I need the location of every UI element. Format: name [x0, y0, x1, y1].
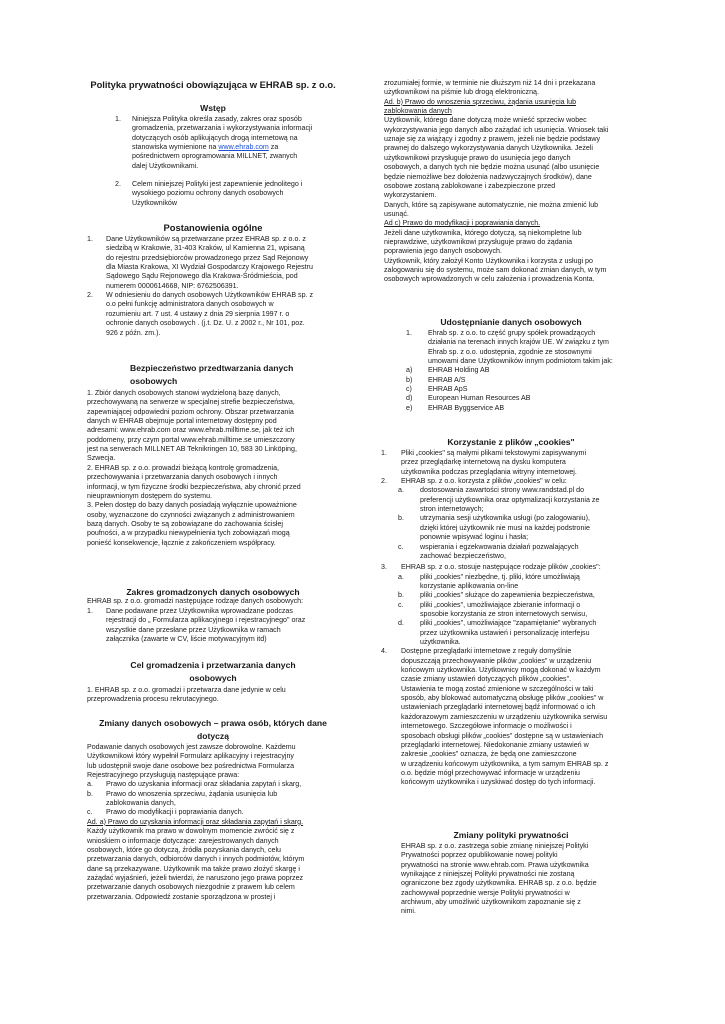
- paragraph-line: wykorzystywania jego danych albo zażądać ich usunięcia. Wniosek taki: [384, 125, 609, 134]
- list-item-text: pośrednictwem oprogramowania MILLNET, zwanych: [132, 152, 298, 161]
- paragraph-line: osobowych wprowadzonych w celu założenia i prowadzenia Konta.: [384, 275, 595, 284]
- sub-letter: a.: [398, 486, 404, 495]
- sub-item-text: pliki „cookies", umożliwiające "zapamiętanie" wybranych: [420, 619, 597, 628]
- paragraph-line: użytkownikowi na piśmie lub drogą elektroniczną.: [384, 88, 539, 97]
- list-item-text: W odniesieniu do danych osobowych Użytkowników EHRAB sp. z: [106, 291, 313, 300]
- list-item-text: wszystkie dane przesłane przez Użytkownika w ramach: [106, 625, 281, 634]
- list-item-text: Celem niniejszej Polityki jest zapewnienie jednolitego i: [132, 180, 303, 188]
- section-heading-zmiany: dotyczą: [197, 731, 229, 741]
- company-name: EHRAB Holding AB: [428, 366, 490, 375]
- paragraph-line: zapewniającej odpowiedni poziom ochrony. Obszar przetwarzania: [87, 407, 294, 416]
- list-item-text: Niniejsza Polityka określa zasady, zakres oraz sposób: [132, 115, 302, 123]
- list-number: 1.: [115, 115, 121, 123]
- paragraph-line: wnioskiem o informacje dotyczące: zarejestrowanych danych: [87, 836, 279, 845]
- paragraph-line: EHRAB sp. z o.o. zastrzega sobie zmianę niniejszej Polityki: [401, 842, 589, 850]
- list-item-text: Ustawienia te mogą zostać zmienione w szczególności w taki: [401, 684, 594, 693]
- company-letter: c): [406, 385, 412, 394]
- paragraph-line: 3. Pełen dostęp do bazy danych posiadają wyłącznie upoważnione: [87, 501, 297, 510]
- list-number: 4.: [381, 647, 387, 656]
- list-item-text: przez przeglądarkę internetową na dysku komputera: [401, 458, 566, 467]
- paragraph-line: osobowe zostaną zablokowane i zabezpieczone przed: [384, 181, 556, 190]
- paragraph-line: usunąć.: [384, 209, 409, 218]
- paragraph-line: prawnej do dalszego wykorzystywania danych Użytkownika. Jeżeli: [384, 144, 593, 153]
- paragraph-line: bazą danych. Osoby te są zobowiązane do zachowania ścisłej: [87, 519, 283, 528]
- paragraph-line: 1. EHRAB sp. z o.o. gromadzi i przetwarza dane jedynie w celu: [87, 686, 286, 694]
- paragraph-line: archiwum, aby umożliwić użytkownikom zapoznanie się z: [401, 898, 581, 907]
- list-number: 1.: [406, 329, 412, 337]
- list-item-text: Pliki „cookies" są małymi plikami tekstowymi zapisywanymi: [401, 449, 587, 457]
- section-heading-zakres: Zakres gromadzonych danych osobowych: [126, 587, 300, 597]
- ad-a-title: Ad. a) Prawo do uzyskania informacji oraz składania zapytań i skarg.: [87, 817, 304, 826]
- paragraph-line: EHRAB sp. z o.o. gromadzi następujące rodzaje danych osobowych:: [87, 597, 304, 605]
- paragraph-line: wynikające z niniejszej Polityki prywatności nie zostaną: [401, 870, 575, 879]
- sub-item-text: sposobie korzystania ze stron internetowych serwisu,: [420, 609, 588, 618]
- paragraph-line: zalogowaniu się do systemu, może sam dokonać zmian danych, w tym: [384, 266, 607, 274]
- paragraph-line: nieuprawnionym dostępem do systemu.: [87, 491, 212, 500]
- paragraph-line: osoby, wyznaczone do czynności związanych z administrowaniem: [87, 510, 295, 519]
- sub-item-text: zachować bezpieczeństwo,: [420, 551, 506, 560]
- sub-item-text: pliki „cookies" służące do zapewnienia bezpieczeństwa,: [420, 591, 595, 600]
- list-item-text: Prawo do uzyskania informacji oraz składania zapytań i skarg,: [106, 780, 302, 789]
- list-item-text: dopuszczają przechowywanie plików „cookies" w urządzeniu: [401, 656, 592, 665]
- paragraph-line: przeprowadzenia procesu rekrutacyjnego.: [87, 695, 219, 704]
- paragraph-line: przetwarzanie danych osobowych niezgodnie z prawem lub celem: [87, 883, 295, 892]
- website-link[interactable]: www.ehrab.com: [218, 143, 269, 152]
- paragraph-line: ograniczone bez zgody użytkownika. EHRAB sp. z o.o. będzie: [401, 879, 597, 888]
- list-item-text: dalej Użytkownikami.: [132, 161, 199, 170]
- list-item-text: rejestracji do „ Formularza aplikacyjnego i rejestracyjnego" oraz: [106, 616, 306, 625]
- section-heading-bezpieczenstwo: osobowych: [130, 376, 178, 386]
- list-item-text: Dane podawane przez Użytkownika wprowadzane podczas: [106, 607, 293, 615]
- list-item-text: [132, 143, 278, 152]
- list-item-text: gromadzenia, przetwarzania i wykorzystywania informacji: [132, 124, 313, 133]
- paragraph-line: ponieść konsekwencje, łącznie z zakończeniem współpracy.: [87, 538, 276, 547]
- paragraph-line: użytkownikowi przysługuje prawo do usunięcia jego danych: [384, 153, 571, 162]
- sub-item-text: przez użytkownika ustawień i personalizację interfejsu: [420, 628, 590, 637]
- list-number: b.: [87, 789, 93, 798]
- paragraph-line: danych w EHRAB obejmuje portal internetowy dostępny pod: [87, 417, 277, 426]
- section-heading-postanowienia: Postanowienia ogólne: [163, 222, 263, 233]
- list-item-text: Dostępne przeglądarki internetowe z reguły domyślnie: [401, 647, 572, 656]
- list-item-text: rozumieniu art. 7 ust. 4 ustawy z dnia 29 sierpnia 1997 r. o: [106, 309, 290, 318]
- list-item-text: zakresie „cookies" oznacza, że będą one zamieszczone: [401, 750, 577, 759]
- sub-item-text: dostosowania zawartości strony www.randstad.pl do: [420, 486, 585, 495]
- paragraph-line: zażądać wyjaśnień, jeżeli twierdzi, że naruszono jego prawa poprzez: [87, 873, 304, 882]
- section-heading-zmiany-polityki: Zmiany polityki prywatności: [453, 830, 569, 840]
- paragraph-line: osobowych, które go dotyczą, źródła pozyskania danych, celu: [87, 845, 282, 854]
- list-item-text: numerem 0000614668, NIP: 6762506391.: [106, 281, 239, 290]
- sub-item-text: korzystanie aplikowania on-line: [420, 581, 519, 590]
- sub-item-text: preferencji użytkownika oraz optymalizacji korzystania ze: [420, 495, 600, 504]
- sub-item-text: pliki „cookies" niezbędne, tj. pliki, które umożliwiają: [420, 572, 580, 581]
- section-heading-udostepnianie: Udostępnianie danych osobowych: [440, 317, 582, 327]
- sub-item-text: utrzymania sesji użytkownika usługi (po zalogowaniu),: [420, 514, 590, 523]
- list-item-text: przeglądarki internetowej. Niedokonanie zmiany ustawień w: [401, 740, 589, 749]
- paragraph-line: będzie niemożliwe bez dołożenia nadzwyczajnych środków), dane: [384, 172, 592, 181]
- sub-item-text: użytkownika.: [420, 638, 461, 646]
- company-letter: b): [406, 375, 413, 384]
- list-item-text: końcowym użytkownika. Użytkownicy mogą dokonać w każdym: [401, 666, 601, 675]
- sub-item-text: pliki „cookies", umożliwiające zbieranie informacji o: [420, 600, 581, 609]
- paragraph-line: uznaje się za wiążący i zgodny z prawem, jeżeli nie będzie podstawy: [384, 135, 601, 144]
- paragraph-line: Użytkownik, którego dane dotyczą może wnieść sprzeciw wobec: [384, 116, 587, 125]
- paragraph-line: przetwarzania danych, odbiorców danych i innych podmiotów, którym: [87, 855, 305, 864]
- list-item-text: w urządzeniu końcowym użytkownika, a tym samym EHRAB sp. z: [401, 759, 609, 768]
- list-item-text: ustawieniach przeglądarki internetowej bądź informować o ich: [401, 703, 596, 712]
- document-title: Polityka prywatności obowiązująca w EHRAB sp. z o.o.: [90, 79, 336, 90]
- paragraph-line: Użytkownikowi który wypełnił Formularz aplikacyjny i rejestracyjny: [87, 752, 294, 761]
- list-item-text: Ehrab sp. z o.o. udostępnia, zgodnie ze stosownymi: [428, 347, 592, 356]
- sub-item-text: ponownie wpisywać loginu i hasła;: [420, 533, 529, 542]
- paragraph-line: prywatności na stronie www.ehrab.com. Prawa użytkownika: [401, 860, 589, 869]
- ad-b-title: zablokowania danych: [384, 107, 452, 116]
- paragraph-line: Podawanie danych osobowych jest zawsze dobrowolne. Każdemu: [87, 743, 296, 751]
- paragraph-line: Jeżeli dane użytkownika, którego dotyczą, są niekompletne lub: [384, 228, 582, 237]
- list-item-text: dla Miasta Krakowa, XI Wydział Gospodarczy Krajowego Rejestru: [106, 263, 313, 272]
- company-letter: a): [406, 366, 413, 375]
- paragraph-line: Rejestracyjnego przysługują następujące prawa:: [87, 771, 240, 780]
- paragraph-line: Użytkownik, który założył Konto Użytkownika i korzysta z usługi po: [384, 256, 593, 265]
- list-item-text: za: [268, 143, 279, 152]
- company-name: European Human Resources AB: [428, 394, 531, 403]
- list-item-text: każdorazowym zamieszczeniu w urządzeniu użytkownika serwisu: [401, 712, 608, 721]
- paragraph-line: Prywatności poprzez opublikowanie nowej polityki: [401, 851, 558, 860]
- list-number: 1.: [381, 449, 387, 457]
- paragraph-line: przechowywaną na serwerze w specjalnej strefie bezpieczeństwa,: [87, 398, 295, 407]
- list-item-text: EHRAB sp. z o.o. korzysta z plików „cookies" w celu:: [401, 477, 567, 486]
- paragraph-line: Każdy użytkownik ma prawo w dowolnym momencie zwrócić się z: [87, 827, 295, 836]
- ad-b-title: Ad. b) Prawo do wnoszenia sprzeciwu, żądania usunięcia lub: [384, 97, 577, 106]
- paragraph-line: lub udostępnił swoje dane osobowe bez pośrednictwa Formularza: [87, 761, 295, 770]
- paragraph-line: poprawienia jego danych osobowych.: [384, 247, 502, 256]
- paragraph-line: 2. EHRAB sp. z o.o. prowadzi bieżącą kontrolę gromadzenia,: [87, 463, 280, 472]
- company-letter: d): [406, 394, 413, 403]
- paragraph-line: dane są przekazywane. Użytkownik ma także prawo złożyć skargę i: [87, 864, 300, 873]
- sub-item-text: stron internetowych;: [420, 505, 484, 514]
- section-heading-bezpieczenstwo: Bezpieczeństwo przedtwarzania danych: [130, 363, 294, 373]
- list-number: 2.: [115, 180, 121, 188]
- list-item-text: załącznika (zawarte w CV, liście motywacyjnym itd): [106, 635, 267, 644]
- list-number: 2.: [381, 477, 387, 486]
- list-item-text: Prawo do modyfikacji i poprawiania danych.: [106, 808, 244, 817]
- section-heading-zmiany: Zmiany danych osobowych – prawa osób, których dane: [99, 718, 327, 728]
- section-heading-cel: Cel gromadzenia i przetwarzania danych: [130, 660, 296, 670]
- company-name: EHRAB A/S: [428, 375, 466, 384]
- sub-letter: b.: [398, 591, 404, 600]
- paragraph-line: Danych, które są zapisywane automatycznie, nie można zmienić lub: [384, 200, 599, 209]
- paragraph-line: przechowywania i przetwarzania danych osobowych i innych: [87, 473, 278, 482]
- paragraph-line: adresami: www.ehrab.com oraz www.ehrab.milltime.se, jak też ich: [87, 426, 295, 435]
- sub-item-text: wspierania i egzekwowania działań pozwalających: [420, 542, 579, 551]
- list-item-text: sposobach obsługi plików „cookies" dostępne są w ustawieniach: [401, 731, 604, 740]
- list-item-text: internetowego. Szczegółowe informacje o możliwości i: [401, 722, 572, 731]
- paragraph-line: wykorzystaniem.: [384, 191, 437, 200]
- list-item-text: wysokiego poziomu ochrony danych osobowych: [132, 189, 284, 198]
- list-item-text: Dane Użytkowników są przetwarzane przez EHRAB sp. z o.o. z: [106, 235, 306, 243]
- sub-letter: d.: [398, 619, 404, 628]
- company-name: EHRAB Byggservice AB: [428, 403, 505, 412]
- section-heading-cel: osobowych: [189, 673, 237, 683]
- paragraph-line: 1. Zbiór danych osobowych stanowi wydzieloną bazę danych,: [87, 389, 281, 397]
- list-item-text: EHRAB sp. z o.o. stosuje następujące rodzaje plików „cookies":: [401, 563, 601, 572]
- list-number: 1.: [87, 607, 93, 615]
- list-item-text: do rejestru przedsiębiorców prowadzonego przez Sąd Rejonowy: [106, 253, 309, 262]
- paragraph-line: zrozumiałej formie, w terminie nie dłuższym niż 14 dni i przekazana: [384, 79, 596, 87]
- paragraph-line: poddomeny, przy czym portal www.ehrab.milltime.se umieszczony: [87, 435, 295, 444]
- list-item-text: działania na terenach innych krajów UE. W związku z tym: [428, 338, 609, 347]
- list-item-text: siedzibą w Krakowie, 31-403 Kraków, ul Kamienna 21, wpisaną: [106, 244, 305, 253]
- paragraph-line: zachowywał poprzednie wersje Polityki prywatności w: [401, 888, 570, 897]
- list-item-text: stanowiska wymienione na: [132, 143, 219, 152]
- list-number: c.: [87, 808, 93, 817]
- list-item-text: o.o pełni funkcję administratora danych osobowych w: [106, 300, 274, 309]
- list-item-text: użytkownika podczas przeglądania witryny internetowej.: [401, 467, 577, 476]
- paragraph-line: informacji, w tym fizyczne środki bezpieczeństwa, aby chronić przed: [87, 482, 301, 491]
- list-item-text: Użytkowników: [132, 198, 177, 207]
- section-heading-cookies: Korzystanie z plików „cookies": [447, 437, 575, 447]
- company-name: EHRAB ApS: [428, 385, 468, 394]
- sub-letter: c.: [398, 600, 404, 609]
- list-number: 3.: [381, 563, 387, 572]
- sub-letter: b.: [398, 514, 404, 523]
- sub-item-text: dzięki której użytkownik nie musi na każdej podstronie: [420, 523, 590, 532]
- paragraph-line: osobowych, a danych tych nie będzie można usunąć (albo usunięcie: [384, 163, 600, 172]
- list-item-text: Prawo do wnoszenia sprzeciwu, żądania usunięcia lub: [106, 789, 278, 798]
- list-item-text: sposób, aby blokować automatyczną obsługę plików „cookies" w: [401, 694, 604, 703]
- section-heading-wstep: Wstęp: [200, 103, 226, 113]
- list-item-text: Sądowego Sądu Rejonowego dla Krakowa-Śródmieścia, pod: [106, 272, 298, 281]
- sub-letter: c.: [398, 542, 404, 551]
- list-item-text: dotyczących osób aplikujących drogą internetową na: [132, 133, 298, 142]
- paragraph-line: nimi.: [401, 907, 416, 916]
- list-number: a.: [87, 780, 93, 789]
- list-number: 2.: [87, 291, 93, 300]
- list-item-text: czasie zmiany ustawień dotyczących plików „cookies".: [401, 675, 572, 684]
- sub-letter: a.: [398, 572, 404, 581]
- list-item-text: końcowym użytkownika i uzyskiwać dostęp do tych informacji.: [401, 778, 596, 787]
- paragraph-line: poufności, a w przypadku niewypełnienia tych zobowiązań mogą: [87, 529, 290, 538]
- paragraph-line: jest na serwerach MILLNET AB Teknikringen 10, 583 30 Linköping,: [87, 445, 297, 454]
- list-item-text: ochronie danych osobowych . (j.t. Dz. U. z 2002 r., Nr 101, poz.: [106, 319, 305, 328]
- list-item-text: 926 z późn. zm.).: [106, 328, 161, 337]
- list-item-text: zablokowania danych,: [106, 799, 176, 808]
- list-item-text: o.o. będzie mógł przechowywać informacje w urządzeniu: [401, 768, 581, 777]
- paragraph-line: przetwarzania. Odpowiedź zostanie sporządzona w prostej i: [87, 892, 276, 901]
- list-item-text: Ehrab sp. z o.o. to część grupy spółek prowadzących: [428, 329, 596, 337]
- list-number: 1.: [87, 235, 93, 243]
- paragraph-line: nieprawdziwe, użytkownikowi przysługuje prawo do żądania: [384, 237, 573, 246]
- list-item-text: umowami dane Użytkowników innym podmiotom takim jak:: [428, 357, 613, 366]
- paragraph-line: Szwecja.: [87, 454, 116, 463]
- ad-c-title: Ad c) Prawo do modyfikacji i poprawiania danych.: [384, 219, 541, 228]
- company-letter: e): [406, 403, 413, 412]
